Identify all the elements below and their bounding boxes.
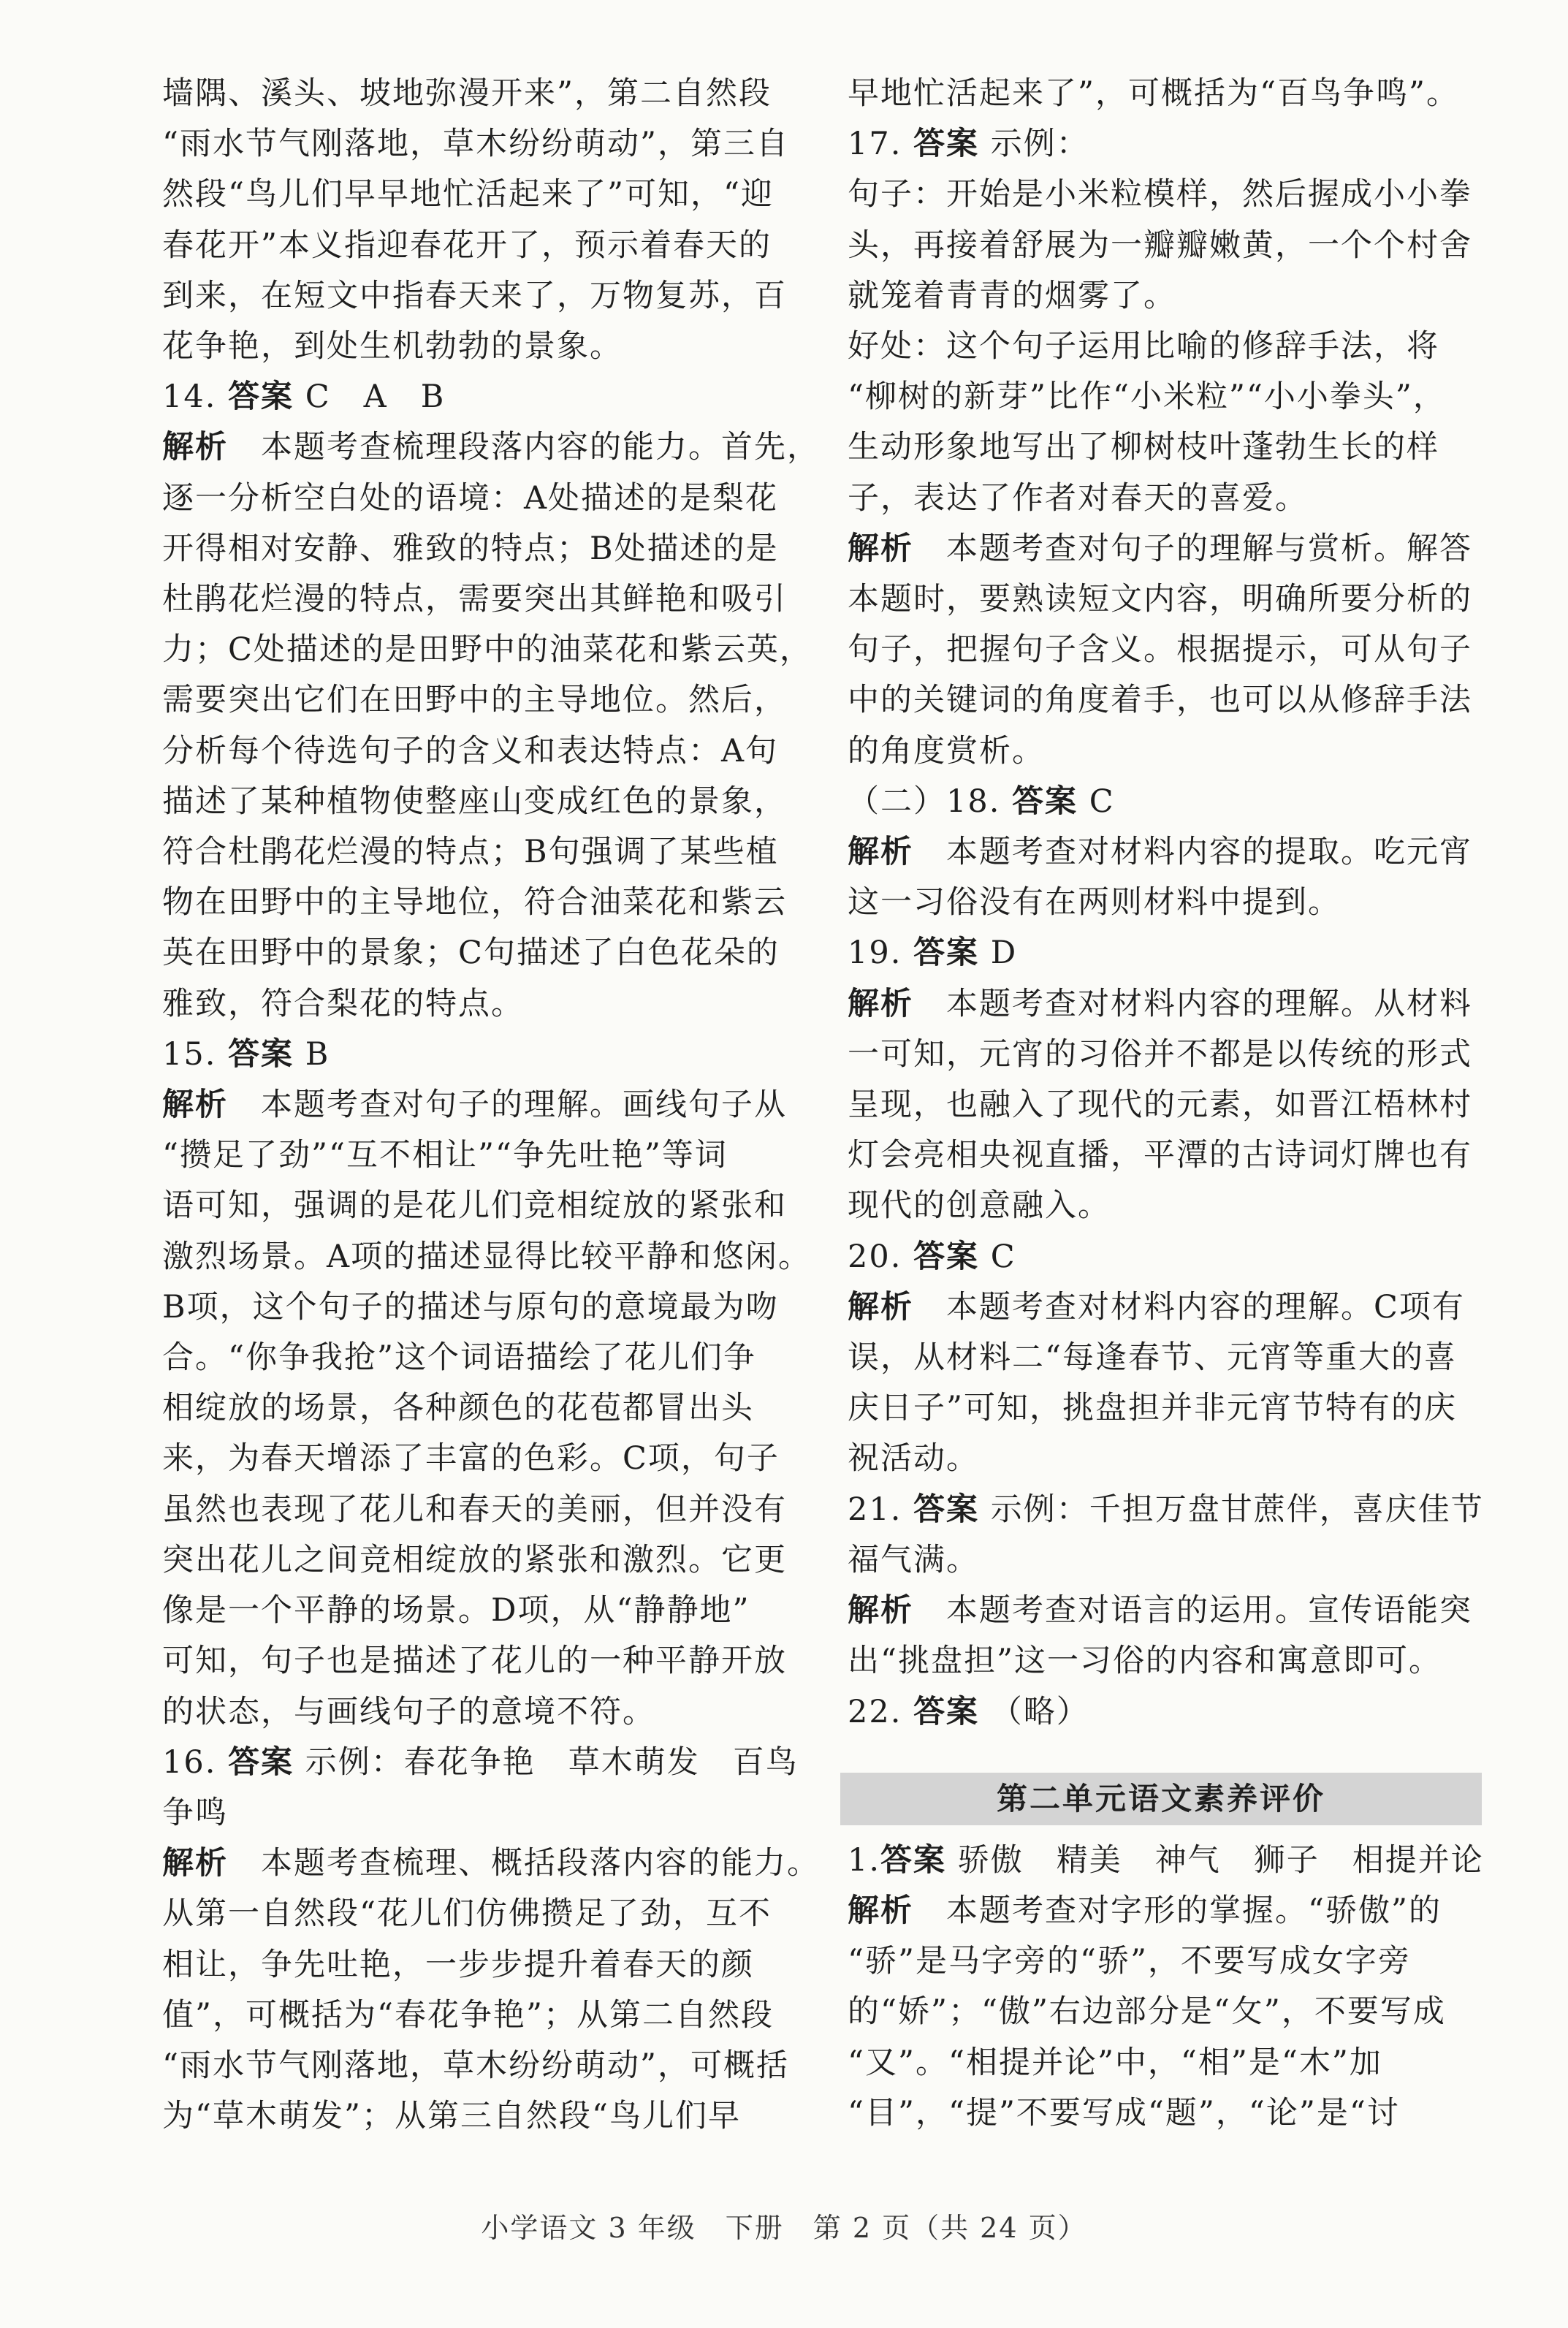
text-line: 好处：这个句子运用比喻的修辞手法，将: [848, 328, 1439, 365]
analysis-label: 解析: [162, 429, 228, 466]
text-line: 逐一分析空白处的语境：A处描述的是梨花: [162, 479, 779, 517]
text-line: “攒足了劲”“互不相让”“争先吐艳”等词: [162, 1137, 728, 1174]
text-line: 春花开”本义指迎春花开了，预示着春天的: [162, 227, 772, 264]
text-line: 的“娇”；“傲”右边部分是“攵”，不要写成: [848, 1993, 1446, 2031]
question-number: 19.: [848, 935, 902, 972]
question-number: 14.: [162, 379, 217, 416]
text-line: 呈现，也融入了现代的元素，如晋江梧林村: [848, 1087, 1472, 1124]
answer-label: 答案: [913, 1491, 980, 1528]
text-line: 值”，可概括为“春花争艳”；从第二自然段: [162, 1996, 774, 2034]
answer-text: D: [990, 935, 1018, 972]
answer-label: 答案: [913, 1238, 980, 1275]
question-21-answer: [848, 1485, 1484, 1535]
text-line: “柳树的新芽”比作“小米粒”“小小拳头”，: [848, 379, 1446, 416]
question-15-answer: [162, 1030, 789, 1080]
question-number: 15.: [162, 1035, 217, 1073]
text-line: 一可知，元宵的习俗并不都是以传统的形式: [848, 1035, 1472, 1073]
text-line: 像是一个平静的场景。D项，从“静静地”: [162, 1592, 750, 1629]
analysis-label: 解析: [848, 1592, 913, 1629]
section-title: 第二单元语文素养评价: [840, 1773, 1482, 1825]
text-line: 描述了某种植物使整座山变成红色的景象，: [162, 783, 787, 820]
answer-text: B: [305, 1035, 330, 1073]
text-line: 灯会亮相央视直播，平潭的古诗词灯牌也有: [848, 1137, 1472, 1174]
text-line: 中的关键词的角度着手，也可以从修辞手法: [848, 682, 1472, 719]
text-line: 从第一自然段“花儿们仿佛攒足了劲，互不: [162, 1895, 772, 1933]
answer-label: 答案: [880, 1841, 947, 1879]
question-22-answer: [848, 1687, 1474, 1738]
question-18-answer: [848, 777, 1474, 827]
answer-label: 答案: [1012, 783, 1078, 820]
question-18-analysis: 解析 本题考查对材料内容的提取。吃元宵: [848, 834, 1472, 871]
answer-text: 示例：千担万盘甘蔗伴，喜庆佳节: [990, 1491, 1484, 1528]
analysis-label: 解析: [848, 1288, 913, 1325]
text-line: 突出花儿之间竞相绽放的紧张和激烈。它更: [162, 1541, 787, 1578]
question-1-answer: [848, 1836, 1484, 1886]
text-line: 本题时，要熟读短文内容，明确所要分析的: [848, 581, 1472, 618]
question-number: 17.: [848, 126, 902, 163]
answer-text: C A B: [305, 379, 446, 416]
text-line: 雅致，符合梨花的特点。: [162, 985, 524, 1022]
analysis-label: 解析: [848, 834, 913, 871]
text-line: 虽然也表现了花儿和春天的美丽，但并没有: [162, 1491, 787, 1528]
question-number: 22.: [848, 1693, 902, 1730]
question-17-answer: [848, 119, 1474, 170]
answer-text: （略）: [990, 1693, 1089, 1730]
text-line: 然段“鸟儿们早早地忙活起来了”可知，“迎: [162, 176, 774, 213]
question-1-analysis: 解析 本题考查对字形的掌握。“骄傲”的: [848, 1892, 1442, 1929]
text-line: 子，表达了作者对春天的喜爱。: [848, 479, 1308, 517]
text-line: 相绽放的场景，各种颜色的花苞都冒出头: [162, 1390, 754, 1427]
text-line: 合。“你争我抢”这个词语描绘了花儿们争: [162, 1339, 756, 1377]
text-line: 头，再接着舒展为一瓣瓣嫩黄，一个个村舍: [848, 227, 1472, 264]
text-line: 力；C处描述的是田野中的油菜花和紫云英，: [162, 631, 812, 669]
question-14-analysis: 解析 本题考查梳理段落内容的能力。首先，: [162, 429, 820, 466]
text-line: 到来，在短文中指春天来了，万物复苏，百: [162, 277, 787, 314]
text-line: 庆日子”可知，挑盘担并非元宵节特有的庆: [848, 1390, 1457, 1427]
answer-text: 示例：春花争艳 草木萌发 百鸟: [305, 1743, 799, 1781]
text-line: 相让，争先吐艳，一步步提升着春天的颜: [162, 1946, 754, 1983]
text-line: “雨水节气刚落地，草木纷纷萌动”，可概括: [162, 2047, 789, 2084]
text-line: 现代的创意融入。: [848, 1187, 1111, 1225]
text-line: 需要突出它们在田野中的主导地位。然后，: [162, 682, 787, 719]
text-line: 激烈场景。A项的描述显得比较平静和悠闲。: [162, 1238, 812, 1275]
answer-label: 答案: [913, 126, 980, 163]
text-line: 花争艳，到处生机勃勃的景象。: [162, 328, 623, 365]
text-line: “骄”是马字旁的“骄”，不要写成女字旁: [848, 1943, 1411, 1980]
text-line: 可知，句子也是描述了花儿的一种平静开放: [162, 1643, 787, 1680]
question-21-analysis: 解析 本题考查对语言的运用。宣传语能突: [848, 1592, 1472, 1629]
text-line: B项，这个句子的描述与原句的意境最为吻: [162, 1288, 779, 1325]
analysis-label: 解析: [848, 530, 913, 567]
answer-text: C: [1089, 783, 1115, 820]
text-line: 分析每个待选句子的含义和表达特点：A句: [162, 732, 779, 769]
question-number: 1.: [848, 1841, 881, 1879]
question-number: 20.: [848, 1238, 902, 1275]
question-16-analysis: 解析 本题考查梳理、概括段落内容的能力。: [162, 1845, 820, 1882]
analysis-label: 解析: [848, 985, 913, 1022]
answer-text: 骄傲 精美 神气 狮子 相提并论: [957, 1841, 1484, 1879]
text-line: 为“草木萌发”；从第三自然段“鸟儿们早: [162, 2098, 741, 2135]
right-column: [848, 69, 1484, 2139]
text-line: “又”。“相提并论”中，“相”是“木”加: [848, 2044, 1382, 2081]
text-line: 出“挑盘担”这一习俗的内容和寓意即可。: [848, 1643, 1442, 1680]
answer-label: 答案: [913, 1693, 980, 1730]
analysis-label: 解析: [162, 1845, 228, 1882]
page-footer: 小学语文 3 年级 下册 第 2 页（共 24 页）: [481, 2212, 1087, 2244]
text-line: “目”，“提”不要写成“题”，“论”是“讨: [848, 2094, 1400, 2131]
text-line: 福气满。: [848, 1541, 979, 1578]
question-16-answer: [162, 1738, 799, 1788]
text-line: “雨水节气刚落地，草木纷纷萌动”，第三自: [162, 126, 789, 163]
text-line: 生动形象地写出了柳树枝叶蓬勃生长的样: [848, 429, 1439, 466]
text-line: 英在田野中的景象；C句描述了白色花朵的: [162, 935, 780, 972]
text-line: 早地忙活起来了”，可概括为“百鸟争鸣”。: [848, 75, 1459, 112]
text-line: 句子：开始是小米粒模样，然后握成小小拳: [848, 176, 1472, 213]
text-line: 符合杜鹃花烂漫的特点；B句强调了某些植: [162, 834, 779, 871]
answer-label: 答案: [913, 935, 980, 972]
text-line: 物在田野中的主导地位，符合油菜花和紫云: [162, 884, 787, 921]
answer-text: 示例：: [990, 126, 1089, 163]
answer-label: 答案: [228, 1035, 294, 1073]
question-14-answer: [162, 372, 789, 422]
text-line: 就笼着青青的烟雾了。: [848, 277, 1176, 314]
question-19-analysis: 解析 本题考查对材料内容的理解。从材料: [848, 985, 1472, 1022]
analysis-label: 解析: [848, 1892, 913, 1929]
answer-label: 答案: [228, 1743, 294, 1781]
text-line: 杜鹃花烂漫的特点，需要突出其鲜艳和吸引: [162, 581, 787, 618]
text-line: 这一习俗没有在两则材料中提到。: [848, 884, 1341, 921]
question-number: （二）18.: [848, 783, 1001, 820]
text-line: 来，为春天增添了丰富的色彩。C项，句子: [162, 1440, 780, 1477]
answer-label: 答案: [228, 379, 294, 416]
question-number: 16.: [162, 1743, 217, 1781]
question-20-analysis: 解析 本题考查对材料内容的理解。C项有: [848, 1288, 1465, 1325]
text-line: 开得相对安静、雅致的特点；B处描述的是: [162, 530, 779, 567]
analysis-label: 解析: [162, 1087, 228, 1124]
text-line: 争鸣: [162, 1794, 228, 1831]
section-spacer: [848, 1738, 1474, 1773]
text-line: 墙隅、溪头、坡地弥漫开来”，第二自然段: [162, 75, 772, 112]
question-19-answer: [848, 928, 1474, 978]
question-20-answer: [848, 1232, 1474, 1282]
text-line: 的状态，与画线句子的意境不符。: [162, 1693, 655, 1730]
question-number: 21.: [848, 1491, 902, 1528]
question-15-analysis: 解析 本题考查对句子的理解。画线句子从: [162, 1087, 787, 1124]
question-17-analysis: 解析 本题考查对句子的理解与赏析。解答: [848, 530, 1472, 567]
text-line: 语可知，强调的是花儿们竞相绽放的紧张和: [162, 1187, 787, 1225]
text-line: 误，从材料二“每逢春节、元宵等重大的喜: [848, 1339, 1457, 1377]
answer-text: C: [990, 1238, 1016, 1275]
left-column: [162, 69, 820, 2142]
text-line: 祝活动。: [848, 1440, 979, 1477]
text-line: 句子，把握句子含义。根据提示，可从句子: [848, 631, 1472, 669]
text-line: 的角度赏析。: [848, 732, 1045, 769]
